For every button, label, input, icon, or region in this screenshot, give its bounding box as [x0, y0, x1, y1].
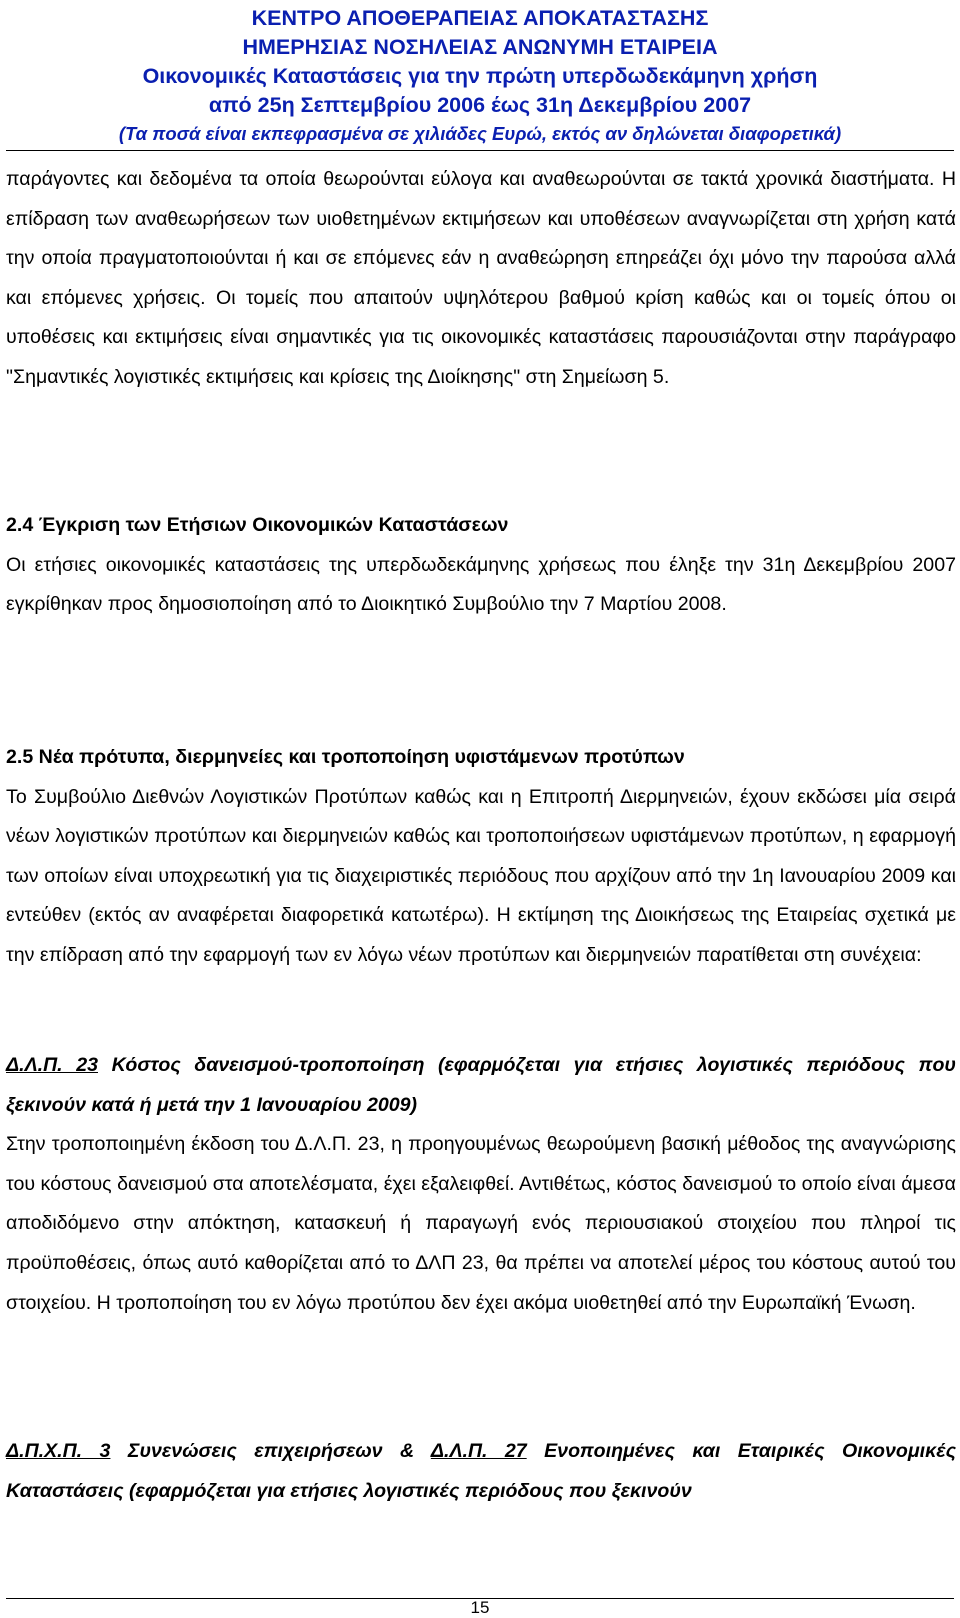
standard-dpxp3-code: Δ.Π.Χ.Π. 3	[6, 1440, 111, 1462]
section-2-4-heading: 2.4 Έγκριση των Ετήσιων Οικονομικών Καταστάσεων	[6, 514, 509, 536]
page-number: 15	[470, 1598, 490, 1617]
standard-dpxp3-mid: Συνενώσεις επιχειρήσεων &	[110, 1440, 431, 1462]
currency-note: (Τα ποσά είναι εκπεφρασμένα σε χιλιάδες Ευρώ, εκτός αν δηλώνεται διαφορετικά)	[118, 123, 842, 144]
intro-paragraph: παράγοντες και δεδομένα τα οποία θεωρούνται εύλογα και αναθεωρούνται σε τακτά χρονικά διαστήματα. Η επίδραση των αναθεωρήσεων των υιοθετημένων εκτιμήσεων και υποθέσεων αναγνωρίζεται στη χρήση κατά την οποία πραγματοποιούνται ή και σε επόμενες εάν η αναθεώρηση επηρεάζει όχι μόνο την παρούσα αλλά και επόμενες χρήσεις. Οι τομείς που απαιτούν υψηλότερου βαθμού κρίση καθώς και οι τομείς όπου οι υποθέσεις και εκτιμήσεις είναι σημαντικές για τις οικονομικές καταστάσεις παρουσιάζονται στην παράγραφο "Σημαντικές λογιστικές εκτιμήσεις και κρίσεις της Διοίκησης" στη Σημείωση 5.	[6, 168, 956, 388]
section-2-4-text: Οι ετήσιες οικονομικές καταστάσεις της υπερδωδεκάμηνης χρήσεως που έληξε την 31η Δεκεμβρίου 2007 εγκρίθηκαν προς δημοσιοποίηση από το Διοικητικό Συμβούλιο την 7 Μαρτίου 2008.	[6, 553, 956, 616]
section-2-5-text: Το Συμβούλιο Διεθνών Λογιστικών Προτύπων καθώς και η Επιτροπή Διερμηνειών, έχουν εκδώσει μία σειρά νέων λογιστικών προτύπων και διερμηνειών καθώς και τροποποιήσεων υφιστάμενων προτύπων, η εφαρμογή των οποίων είναι υποχρεωτική για τις διαχειριστικές περιόδους που αρχίζουν από την 1η Ιανουαρίου 2009 και εντεύθεν (εκτός αν αναφέρεται διαφορετικά κατωτέρω). Η εκτίμηση της Διοικήσεως της Εταιρείας σχετικά με την επίδραση από την εφαρμογή των εν λόγω νέων προτύπων και διερμηνειών παρατίθεται στη συνέχεια:	[6, 785, 956, 966]
standard-dpxp3-title: Ενοποιημένες και Εταιρικές Οικονομικές Καταστάσεις (εφαρμόζεται για ετήσιες λογιστικές περιόδους που ξεκινούν	[6, 1440, 957, 1502]
section-2-5-heading: 2.5 Νέα πρότυπα, διερμηνείες και τροποποίηση υφιστάμενων προτύπων	[6, 746, 685, 768]
section-2-4	[6, 506, 956, 625]
header-divider	[6, 150, 954, 151]
intro-block	[6, 160, 956, 398]
company-name-line-2: ΗΜΕΡΗΣΙΑΣ ΝΟΣΗΛΕΙΑΣ ΑΝΩΝΥΜΗ ΕΤΑΙΡΕΙΑ	[242, 35, 718, 59]
standard-dlp27-code: Δ.Λ.Π. 27	[430, 1440, 527, 1462]
company-name-line-1: ΚΕΝΤΡΟ ΑΠΟΘΕΡΑΠΕΙΑΣ ΑΠΟΚΑΤΑΣΤΑΣΗΣ	[251, 6, 709, 30]
standard-dlp23-block	[6, 1046, 956, 1323]
standard-dlp23-heading	[6, 1046, 956, 1125]
standard-dlp23-title: Κόστος δανεισμού-τροποποίηση (εφαρμόζεται για ετήσιες λογιστικές περιόδους που ξεκινούν κατά ή μετά την 1 Ιανουαρίου 2009)	[6, 1054, 957, 1116]
statements-period: από 25η Σεπτεμβρίου 2006 έως 31η Δεκεμβρίου 2007	[208, 93, 752, 117]
section-2-5	[6, 738, 956, 976]
document-header	[0, 4, 960, 148]
standard-dpxp3-block	[6, 1432, 956, 1511]
standard-dlp23-code: Δ.Λ.Π. 23	[6, 1054, 98, 1076]
standard-dlp23-text: Στην τροποποιημένη έκδοση του Δ.Λ.Π. 23, η προηγουμένως θεωρούμενη βασική μέθοδος της αναγνώρισης του κόστους δανεισμού στα αποτελέσματα, έχει εξαλειφθεί. Αντιθέτως, κόστος δανεισμού το οποίο είναι άμεσα αποδιδόμενο στην απόκτηση, κατασκευή ή παραγωγή ενός περιουσιακού στοιχείου που πληροί τις προϋποθέσεις, όπως αυτό καθορίζεται από το ΔΛΠ 23, θα πρέπει να αποτελεί μέρος του κόστους αυτού του στοιχείου. Η τροποποίηση του εν λόγω προτύπου δεν έχει ακόμα υιοθετηθεί από την Ευρωπαϊκή Ένωση.	[6, 1133, 956, 1314]
standard-dpxp3-heading	[6, 1432, 956, 1511]
statements-title: Οικονομικές Καταστάσεις για την πρώτη υπερδωδεκάμηνη χρήση	[142, 64, 818, 88]
